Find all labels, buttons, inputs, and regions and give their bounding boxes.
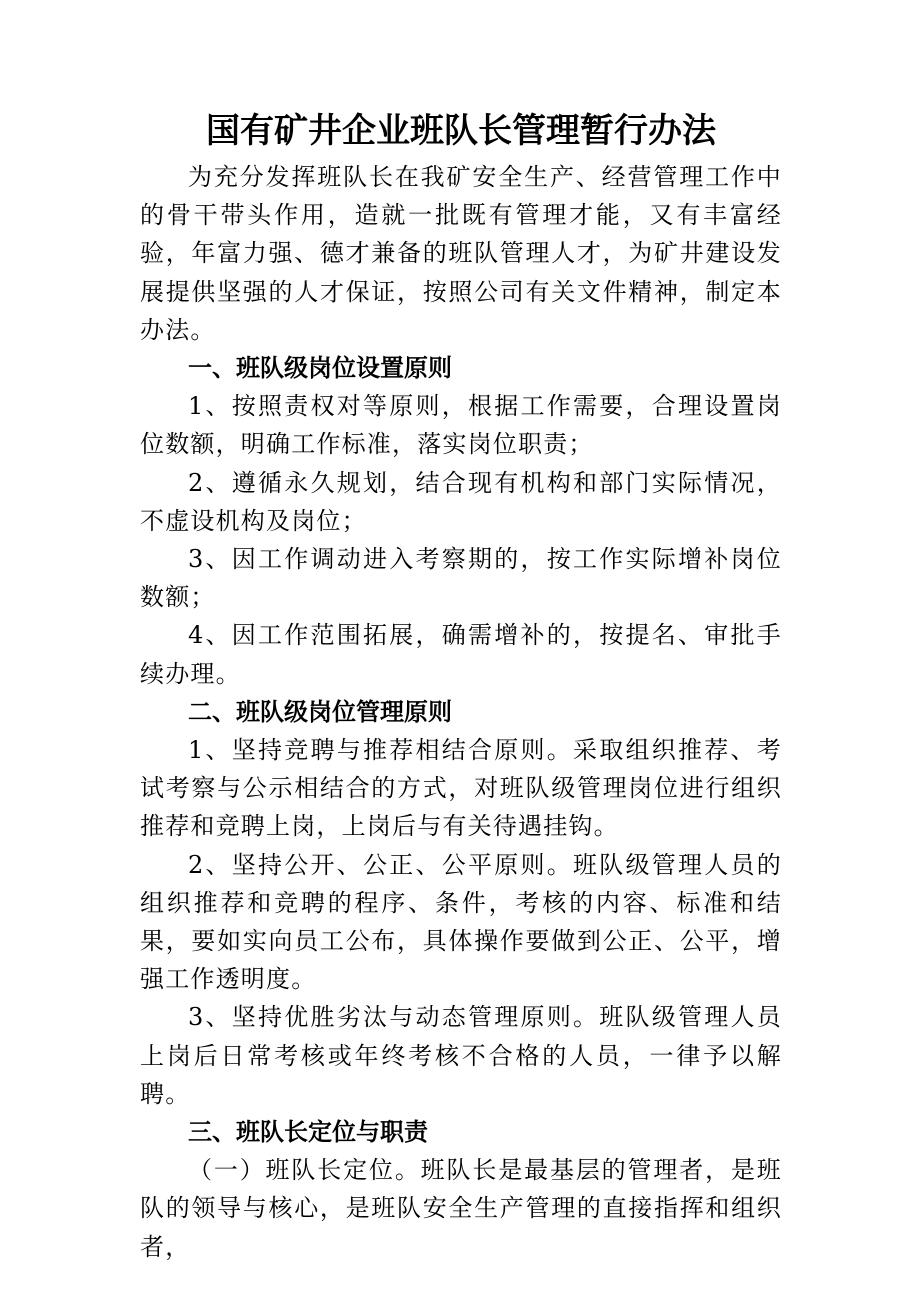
intro-paragraph: 为充分发挥班队长在我矿安全生产、经营管理工作中的骨干带头作用，造就一批既有管理才能，又有丰富经验，年富力强、德才兼备的班队管理人才，为矿井建设发展提供坚强的人才保证，按照公司有关文件精神，制定本办法。 [140, 163, 782, 344]
section-1-item-2: 2、遵循永久规划，结合现有机构和部门实际情况，不虚设机构及岗位； [140, 468, 782, 535]
section-1-item-1: 1、按照责权对等原则，根据工作需要，合理设置岗位数额，明确工作标准，落实岗位职责； [140, 392, 782, 459]
section-2-item-3: 3、坚持优胜劣汰与动态管理原则。班队级管理人员上岗后日常考核或年终考核不合格的人员，一律予以解聘。 [140, 1003, 782, 1108]
document-body [140, 104, 782, 1266]
section-3-item-1: （一）班队长定位。班队长是最基层的管理者，是班队的领导与核心，是班队安全生产管理的直接指挥和组织者， [140, 1156, 782, 1261]
section-2-item-1: 1、坚持竞聘与推荐相结合原则。采取组织推荐、考试考察与公示相结合的方式，对班队级管理岗位进行组织推荐和竞聘上岗，上岗后与有关待遇挂钩。 [140, 736, 782, 841]
section-2-item-2: 2、坚持公开、公正、公平原则。班队级管理人员的组织推荐和竞聘的程序、条件，考核的内容、标准和结果，要如实向员工公布，具体操作要做到公正、公平，增强工作透明度。 [140, 850, 782, 994]
section-1-item-3: 3、因工作调动进入考察期的，按工作实际增补岗位数额； [140, 545, 782, 612]
section-heading-2: 二、班队级岗位管理原则 [188, 696, 452, 726]
section-heading-3: 三、班队长定位与职责 [188, 1117, 428, 1147]
document-title: 国有矿井企业班队长管理暂行办法 [206, 111, 716, 151]
section-1-item-4: 4、因工作范围拓展，确需增补的，按提名、审批手续办理。 [140, 621, 782, 688]
section-heading-1: 一、班队级岗位设置原则 [188, 353, 452, 383]
